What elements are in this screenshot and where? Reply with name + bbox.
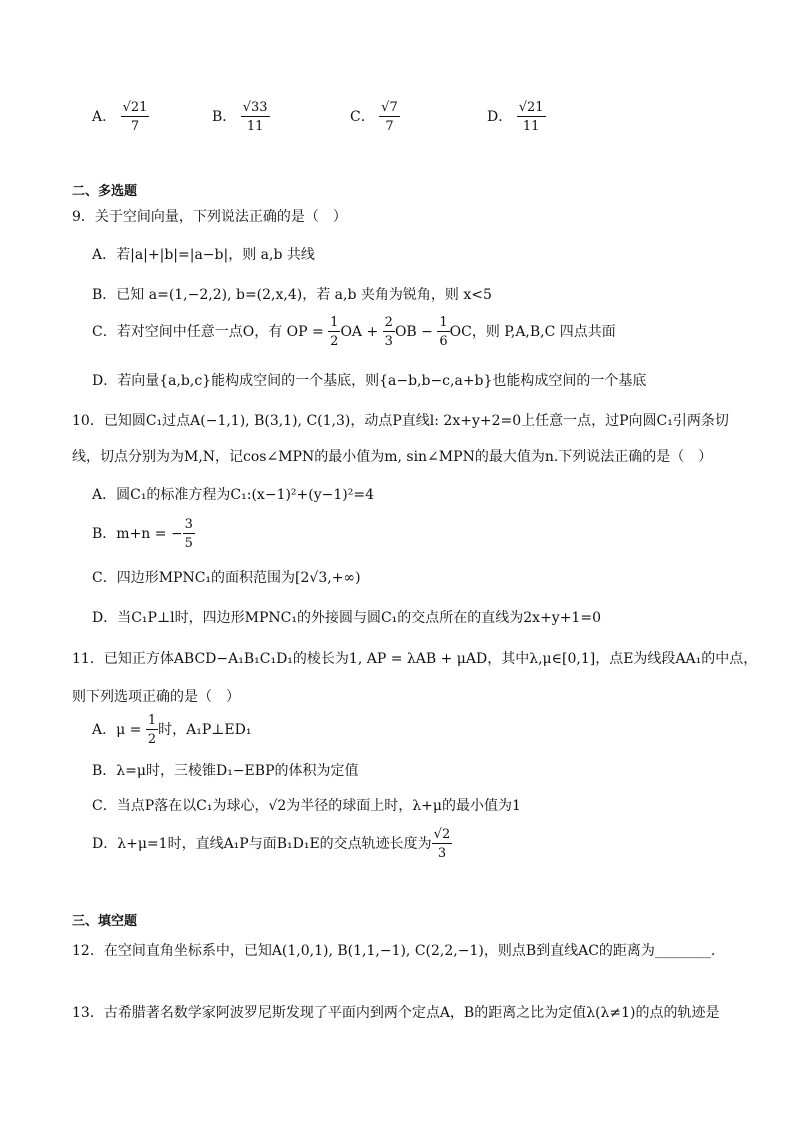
fraction: $\frac{1}{6}$	[439, 315, 448, 349]
fraction: $\frac{3}{5}$	[184, 517, 193, 551]
q13-stem: 13．古希腊著名数学家阿波罗尼斯发现了平面内到两个定点A，B的距离之比为定值λ(λ≠1)的点的轨迹是	[72, 1005, 720, 1021]
option-label: B．	[212, 109, 237, 125]
fraction: $\frac{√2}{3}$	[433, 827, 451, 861]
section-title-fill-blank: 三、填空题	[72, 913, 138, 928]
q10-option-b: B．m+n = − $\frac{3}{5}$	[92, 517, 193, 551]
q10-option-c: C．四边形MPNC₁的面积范围为[2√3,+∞)	[92, 570, 361, 586]
q10-stem-line1: 10．已知圆C₁过点A(−1,1), B(3,1), C(1,3)，动点P直线l: 2x+y+2=0上任意一点，过P向圆C₁引两条切	[72, 413, 729, 429]
fraction: $\frac{2}{3}$	[384, 315, 393, 349]
q11-stem-line2: 则下列选项正确的是（ ）	[72, 689, 240, 705]
q11-option-d: D．λ+μ=1时，直线A₁P与面B₁D₁E的交点轨迹长度为 $\frac{√2}{3}$	[92, 827, 451, 861]
fraction: $\frac{1}{2}$	[330, 315, 339, 349]
q9-option-b: B．已知 a=(1,−2,2), b=(2,x,4)，若 a,b 夹角为锐角，则 x<5	[92, 287, 492, 303]
q12-stem: 12．在空间直角坐标系中，已知A(1,0,1), B(1,1,−1), C(2,2,−1)，则点B到直线AC的距离为________.	[72, 943, 716, 959]
q8-option-d	[487, 101, 546, 133]
fraction: $\frac{√7}{7}$	[381, 100, 398, 134]
q9-stem: 9．关于空间向量，下列说法正确的是（ ）	[72, 209, 347, 225]
section-title-multi-choice: 二、多选题	[72, 183, 138, 198]
fraction: $\frac{1}{2}$	[147, 713, 157, 747]
q8-option-c	[350, 101, 400, 133]
fraction: $\frac{√21}{11}$	[518, 100, 544, 134]
q11-option-b: B．λ=μ时，三棱锥D₁−EBP的体积为定值	[92, 763, 359, 779]
q9-option-c: C．若对空间中任意一点O，有 OP = $\frac{1}{2}$ OA + $\frac{2}{3}$ OB − $\frac{1}{6}$ OC，则 P,A,B,C 四点共面	[92, 315, 616, 349]
fraction: $\frac{√33}{11}$	[242, 100, 268, 134]
q9-option-a: A．若|a|+|b|=|a−b|，则 a,b 共线	[92, 247, 315, 263]
fraction: $\frac{√21}{7}$	[122, 100, 148, 134]
option-label: C．	[350, 109, 375, 125]
q9-option-d: D．若向量{a,b,c}能构成空间的一个基底，则{a−b,b−c,a+b}也能构成空间的一个基底	[92, 373, 647, 389]
q11-option-a: A．μ = $\frac{1}{2}$ 时，A₁P⊥ED₁	[92, 713, 252, 747]
option-label: A．	[92, 109, 117, 125]
q8-option-a	[92, 101, 149, 133]
q10-option-a: A．圆C₁的标准方程为C₁:(x−1)²+(y−1)²=4	[92, 487, 374, 503]
q10-stem-line2: 线，切点分别为为M,N，记cos∠MPN的最小值为m, sin∠MPN的最大值为n.下列说法正确的是（ ）	[72, 449, 713, 465]
q10-option-d: D．当C₁P⊥l时，四边形MPNC₁的外接圆与圆C₁的交点所在的直线为2x+y+1=0	[92, 610, 601, 626]
option-label: D．	[487, 109, 513, 125]
q11-stem-line1: 11．已知正方体ABCD−A₁B₁C₁D₁的棱长为1, AP = λAB + μAD，其中λ,μ∈[0,1]，点E为线段AA₁的中点，	[72, 651, 758, 667]
q8-option-b	[212, 101, 270, 133]
q11-option-c: C．当点P落在以C₁为球心，√2为半径的球面上时，λ+μ的最小值为1	[92, 798, 521, 814]
